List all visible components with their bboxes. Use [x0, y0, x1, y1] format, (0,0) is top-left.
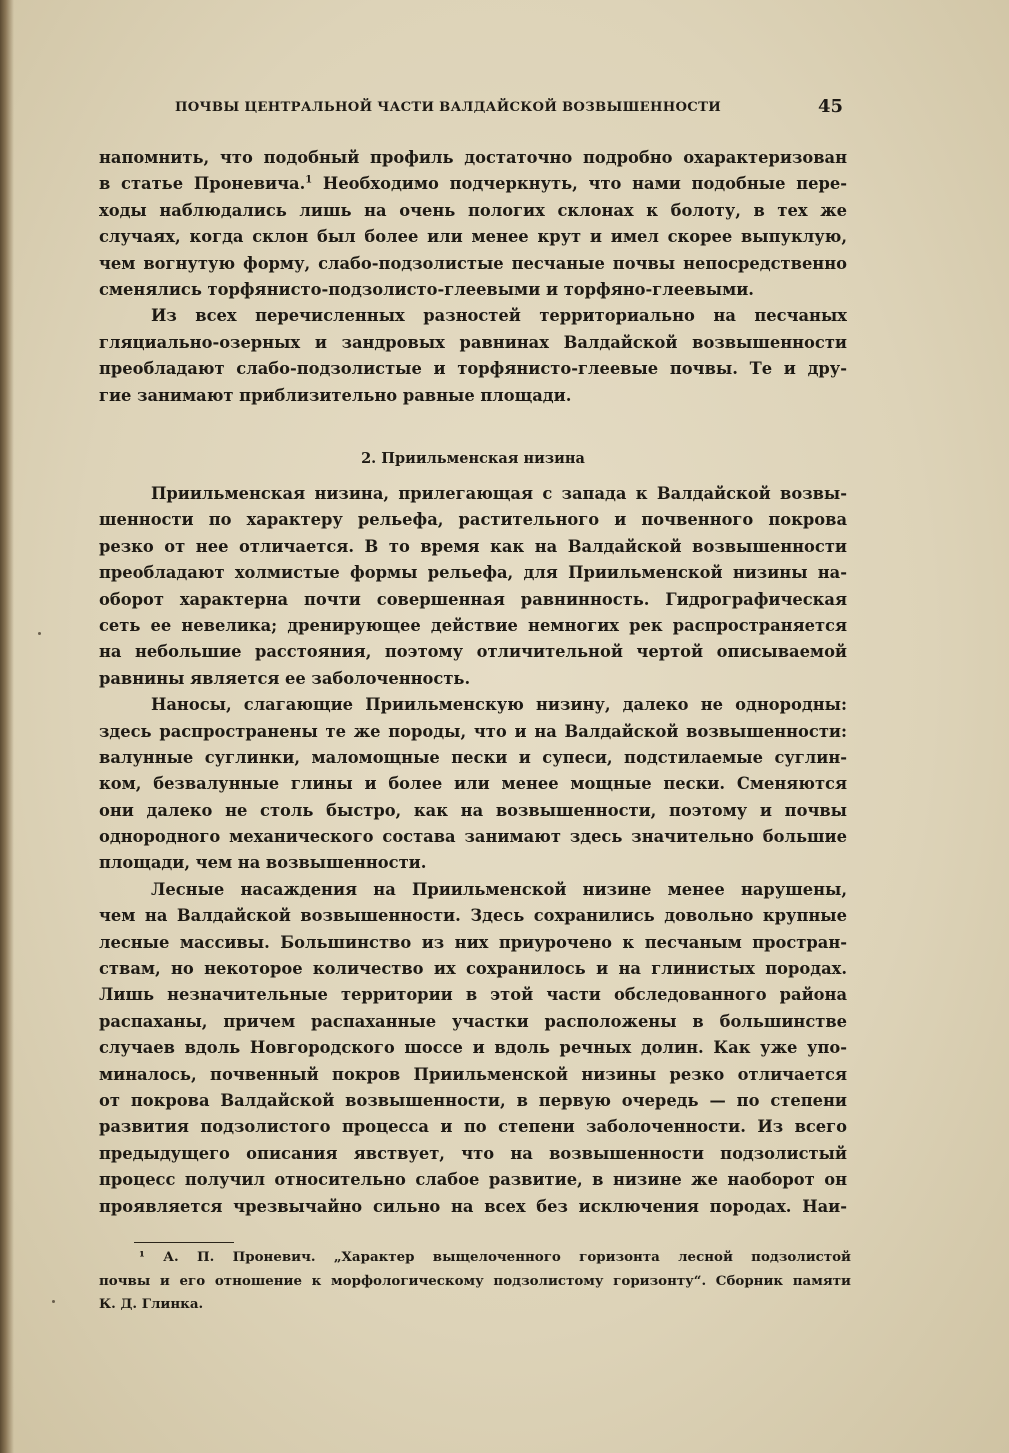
print-speck — [52, 1300, 55, 1303]
text-line — [99, 1088, 847, 1114]
text-line — [99, 666, 847, 692]
text-line-content: они далеко не столь быстро, как на возвышенности, поэтому и почвы — [99, 800, 847, 820]
text-line-content: однородного механического состава занимают здесь значительно большие — [99, 827, 847, 847]
text-line-content: Из всех перечисленных разностей территориально на песчаных — [151, 306, 847, 326]
text-line-content: случаях, когда склон был более или менее крут и имел скорее выпуклую, — [99, 227, 847, 247]
text-line — [99, 1009, 847, 1035]
text-line — [99, 145, 847, 171]
text-line — [99, 1194, 847, 1220]
text-line-content: миналось, почвенный покров Приильменской низины резко отличается — [99, 1064, 847, 1084]
text-line-content: сменялись торфянисто-подзолисто-глеевыми и торфяно-глеевыми. — [99, 279, 754, 299]
text-line-content: на небольшие расстояния, поэтому отличительной чертой описываемой — [99, 642, 847, 662]
text-line-content: чем вогнутую форму, слабо-подзолистые песчаные почвы непосредственно — [99, 253, 847, 273]
footnote-divider — [134, 1242, 234, 1243]
text-line — [99, 798, 847, 824]
text-line — [99, 303, 847, 329]
text-line-content: К. Д. Глинка. — [99, 1296, 204, 1312]
text-line-content: напомнить, что подобный профиль достаточно подробно охарактеризован — [99, 148, 847, 167]
text-line-content: лесные массивы. Большинство из них приурочено к песчаным простран- — [99, 932, 847, 952]
text-line-content: резко от нее отличается. В то время как на Валдайской возвышенности — [99, 536, 847, 556]
text-line-content: ¹ А. П. Проневич. „Характер выщелоченного горизонта лесной подзолистой — [139, 1249, 851, 1265]
text-line-content: ходы наблюдались лишь на очень пологих склонах к болоту, в тех же — [99, 200, 847, 220]
text-line — [99, 330, 847, 356]
text-line — [99, 719, 847, 745]
text-line-content: почвы и его отношение к морфологическому подзолистому горизонту“. Сборник памяти — [99, 1272, 851, 1289]
text-line-continuation: Необходимо подчеркнуть, что нами подобные пере- — [312, 174, 847, 194]
text-line — [99, 1141, 847, 1167]
text-line — [99, 771, 847, 797]
footnote-marker: 1 — [305, 174, 313, 186]
text-line — [99, 930, 847, 956]
text-line — [99, 824, 847, 850]
text-line — [99, 1167, 847, 1193]
text-line — [99, 1293, 851, 1317]
paragraph-block-2 — [99, 481, 847, 1220]
text-line — [99, 745, 847, 771]
text-line-content: валунные суглинки, маломощные пески и супеси, подстилаемые суглин- — [99, 747, 847, 767]
text-line — [99, 1246, 851, 1270]
text-line-content: гляциально-озерных и зандровых равнинах Валдайской возвышенности — [99, 332, 847, 352]
text-line — [99, 850, 847, 876]
section-heading: 2. Приильменская низина — [361, 450, 585, 467]
text-line — [99, 383, 847, 409]
text-line — [99, 1270, 851, 1294]
text-line-content: здесь распространены те же породы, что и на Валдайской возвышенности: — [99, 721, 847, 741]
text-line-content: сеть ее невелика; дренирующее действие немногих рек распространяется — [99, 615, 847, 635]
text-line — [99, 198, 847, 224]
text-line — [99, 534, 847, 560]
text-line — [99, 356, 847, 382]
paragraph-block-1 — [99, 145, 847, 409]
text-line-content: Наносы, слагающие Приильменскую низину, далеко не однородны: — [151, 695, 847, 715]
text-line — [99, 481, 847, 507]
text-line — [99, 982, 847, 1008]
text-line-content: чем на Валдайской возвышенности. Здесь сохранились довольно крупные — [99, 906, 847, 926]
text-line — [99, 956, 847, 982]
footnote — [99, 1246, 851, 1317]
text-line — [99, 171, 847, 197]
page-number: 45 — [818, 96, 844, 117]
text-line — [99, 639, 847, 665]
text-line — [99, 560, 847, 586]
text-line — [99, 613, 847, 639]
running-title: ПОЧВЫ ЦЕНТРАЛЬНОЙ ЧАСТИ ВАЛДАЙСКОЙ ВОЗВЫШЕННОСТИ — [175, 100, 721, 115]
text-line — [99, 692, 847, 718]
text-line-content: случаев вдоль Новгородского шоссе и вдоль речных долин. Как уже упо- — [99, 1038, 847, 1058]
text-line-content: преобладают слабо-подзолистые и торфянисто-глеевые почвы. Те и дру- — [99, 359, 847, 379]
text-line-content: проявляется чрезвычайно сильно на всех без исключения породах. Наи- — [99, 1196, 847, 1216]
text-line-content: равнины является ее заболоченность. — [99, 668, 471, 688]
text-line-content: предыдущего описания явствует, что на возвышенности подзолистый — [99, 1143, 847, 1163]
text-line-content: преобладают холмистые формы рельефа, для Приильменской низины на- — [99, 563, 847, 583]
text-line-content: оборот характерна почти совершенная равнинность. Гидрографическая — [99, 589, 847, 609]
text-line — [99, 877, 847, 903]
text-line-content: Приильменская низина, прилегающая с запада к Валдайской возвы- — [151, 484, 847, 503]
text-line — [99, 903, 847, 929]
text-line-content: шенности по характеру рельефа, растительного и почвенного покрова — [99, 510, 847, 530]
text-line-content: распаханы, причем распаханные участки расположены в большинстве — [99, 1011, 847, 1031]
text-line-content: гие занимают приблизительно равные площади. — [99, 385, 572, 405]
text-line-content: площади, чем на возвышенности. — [99, 853, 427, 873]
print-speck — [38, 632, 41, 635]
text-line — [99, 277, 847, 303]
binding-edge — [0, 0, 14, 1453]
text-line — [99, 1062, 847, 1088]
text-line — [99, 507, 847, 533]
text-line — [99, 1035, 847, 1061]
text-line-content: развития подзолистого процесса и по степени заболоченности. Из всего — [99, 1117, 847, 1137]
text-line-content: Лесные насаждения на Приильменской низине менее нарушены, — [151, 879, 847, 899]
text-line-content: ствам, но некоторое количество их сохранилось и на глинистых породах. — [99, 959, 847, 979]
text-line — [99, 224, 847, 250]
text-line — [99, 251, 847, 277]
text-line-content: Лишь незначительные территории в этой части обследованного района — [99, 985, 847, 1005]
text-line-content: ком, безвалунные глины и более или менее мощные пески. Сменяются — [99, 774, 847, 794]
text-line — [99, 587, 847, 613]
text-line-content: в статье Проневича. — [99, 174, 306, 194]
text-line-content: от покрова Валдайской возвышенности, в первую очередь — по степени — [99, 1090, 847, 1110]
text-line — [99, 1114, 847, 1140]
text-line-content: процесс получил относительно слабое развитие, в низине же наоборот он — [99, 1170, 847, 1190]
